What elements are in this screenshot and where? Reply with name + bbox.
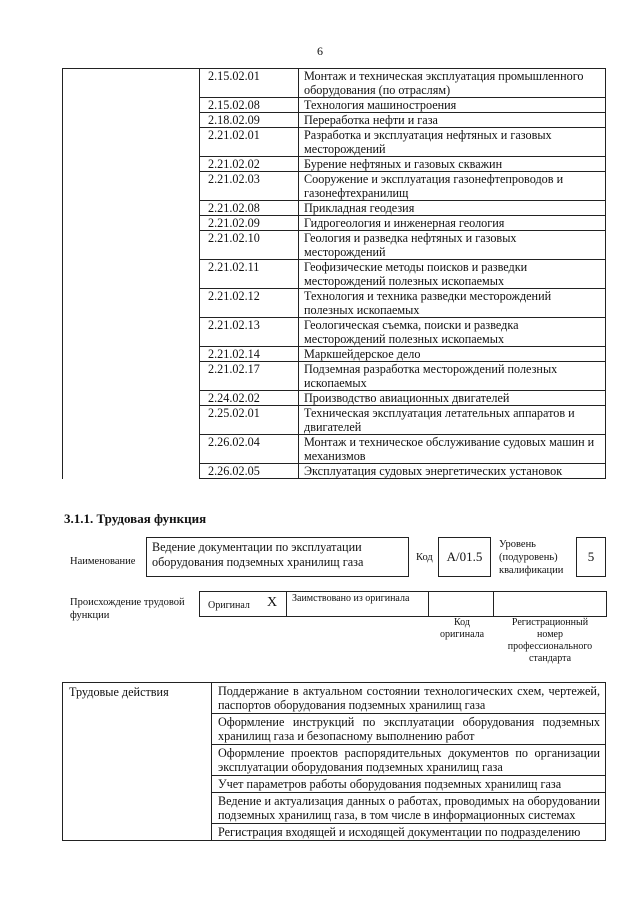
labor-action-item: Оформление инструкций по эксплуатации оборудования подземных хранилищ газа и безопасному выполнению работ (212, 714, 606, 745)
labor-action-item: Оформление проектов распорядительных документов по организации эксплуатации оборудования подземных хранилищ газа (212, 745, 606, 776)
specialty-code: 2.21.02.01 (200, 128, 299, 157)
specialty-code: 2.21.02.03 (200, 172, 299, 201)
specialty-name: Маркшейдерское дело (299, 347, 606, 362)
function-code-value: A/01.5 (438, 537, 491, 577)
registration-number-caption: Регистрационный номер профессионального стандарта (507, 617, 593, 664)
specialty-name: Эксплуатация судовых энергетических установок (299, 464, 606, 479)
specialty-code: 2.26.02.05 (200, 464, 299, 479)
function-name-value: Ведение документации по эксплуатации оборудования подземных хранилищ газа (146, 537, 409, 577)
original-label: Оригинал (208, 600, 250, 611)
specialty-name: Производство авиационных двигателей (299, 391, 606, 406)
specialty-name: Бурение нефтяных и газовых скважин (299, 157, 606, 172)
specialty-name: Технология машиностроения (299, 98, 606, 113)
specialty-code: 2.21.02.02 (200, 157, 299, 172)
specialty-code: 2.21.02.12 (200, 289, 299, 318)
specialty-code: 2.18.02.09 (200, 113, 299, 128)
section-heading: 3.1.1. Трудовая функция (64, 511, 207, 526)
specialty-name: Геологическая съемка, поиски и разведка месторождений полезных ископаемых (299, 318, 606, 347)
borrowed-label: Заимствовано из оригинала (292, 593, 410, 604)
labor-action-row (63, 683, 606, 714)
specialty-code: 2.21.02.10 (200, 231, 299, 260)
specialty-name: Разработка и эксплуатация нефтяных и газовых месторождений (299, 128, 606, 157)
origin-label: Происхождение трудовой функции (70, 597, 185, 621)
specialty-code: 2.21.02.09 (200, 216, 299, 231)
specialties-table (62, 68, 606, 479)
original-mark: X (267, 595, 278, 610)
specialty-name: Геология и разведка нефтяных и газовых месторождений (299, 231, 606, 260)
specialty-name: Технология и техника разведки месторождений полезных ископаемых (299, 289, 606, 318)
specialty-code: 2.15.02.08 (200, 98, 299, 113)
specialty-name: Геофизические методы поисков и разведки месторождений полезных ископаемых (299, 260, 606, 289)
registration-number-cell (494, 592, 606, 616)
labor-action-item: Поддержание в актуальном состоянии технологических схем, чертежей, паспортов оборудования подземных хранилищ газа (212, 683, 606, 714)
specialty-name: Техническая эксплуатация летательных аппаратов и двигателей (299, 406, 606, 435)
specialty-name: Монтаж и техническое обслуживание судовых машин и механизмов (299, 435, 606, 464)
page-number: 6 (317, 44, 323, 58)
specialty-code: 2.21.02.11 (200, 260, 299, 289)
specialty-code: 2.25.02.01 (200, 406, 299, 435)
origin-table (199, 591, 607, 617)
code-of-original-cell (429, 592, 494, 616)
specialty-code: 2.21.02.08 (200, 201, 299, 216)
specialty-row (63, 69, 606, 98)
specialty-code: 2.21.02.17 (200, 362, 299, 391)
labor-action-item: Ведение и актуализация данных о работах, проводимых на оборудовании подземных хранилищ газа, в том числе в информационных системах (212, 793, 606, 824)
labor-action-item: Учет параметров работы оборудования подземных хранилищ газа (212, 776, 606, 793)
specialty-code: 2.21.02.13 (200, 318, 299, 347)
specialty-name: Монтаж и техническая эксплуатация промышленного оборудования (по отраслям) (299, 69, 606, 98)
specialty-name: Переработка нефти и газа (299, 113, 606, 128)
blank-column (63, 69, 200, 479)
qualification-level-label: Уровень (подуровень) квалификации (499, 539, 564, 576)
labor-actions-table (62, 682, 606, 841)
specialty-code: 2.26.02.04 (200, 435, 299, 464)
specialty-name: Сооружение и эксплуатация газонефтепроводов и газонефтехранилищ (299, 172, 606, 201)
specialty-code: 2.21.02.14 (200, 347, 299, 362)
specialty-name: Гидрогеология и инженерная геология (299, 216, 606, 231)
labor-actions-header: Трудовые действия (63, 683, 212, 841)
specialty-code: 2.15.02.01 (200, 69, 299, 98)
specialty-name: Прикладная геодезия (299, 201, 606, 216)
specialty-code: 2.24.02.02 (200, 391, 299, 406)
function-name-label: Наименование (70, 556, 136, 567)
specialty-name: Подземная разработка месторождений полезных ископаемых (299, 362, 606, 391)
qualification-level-value: 5 (576, 537, 606, 577)
code-original-caption: Код оригинала (439, 617, 485, 640)
code-label: Код (416, 552, 433, 563)
labor-action-item: Регистрация входящей и исходящей документации по подразделению (212, 824, 606, 841)
